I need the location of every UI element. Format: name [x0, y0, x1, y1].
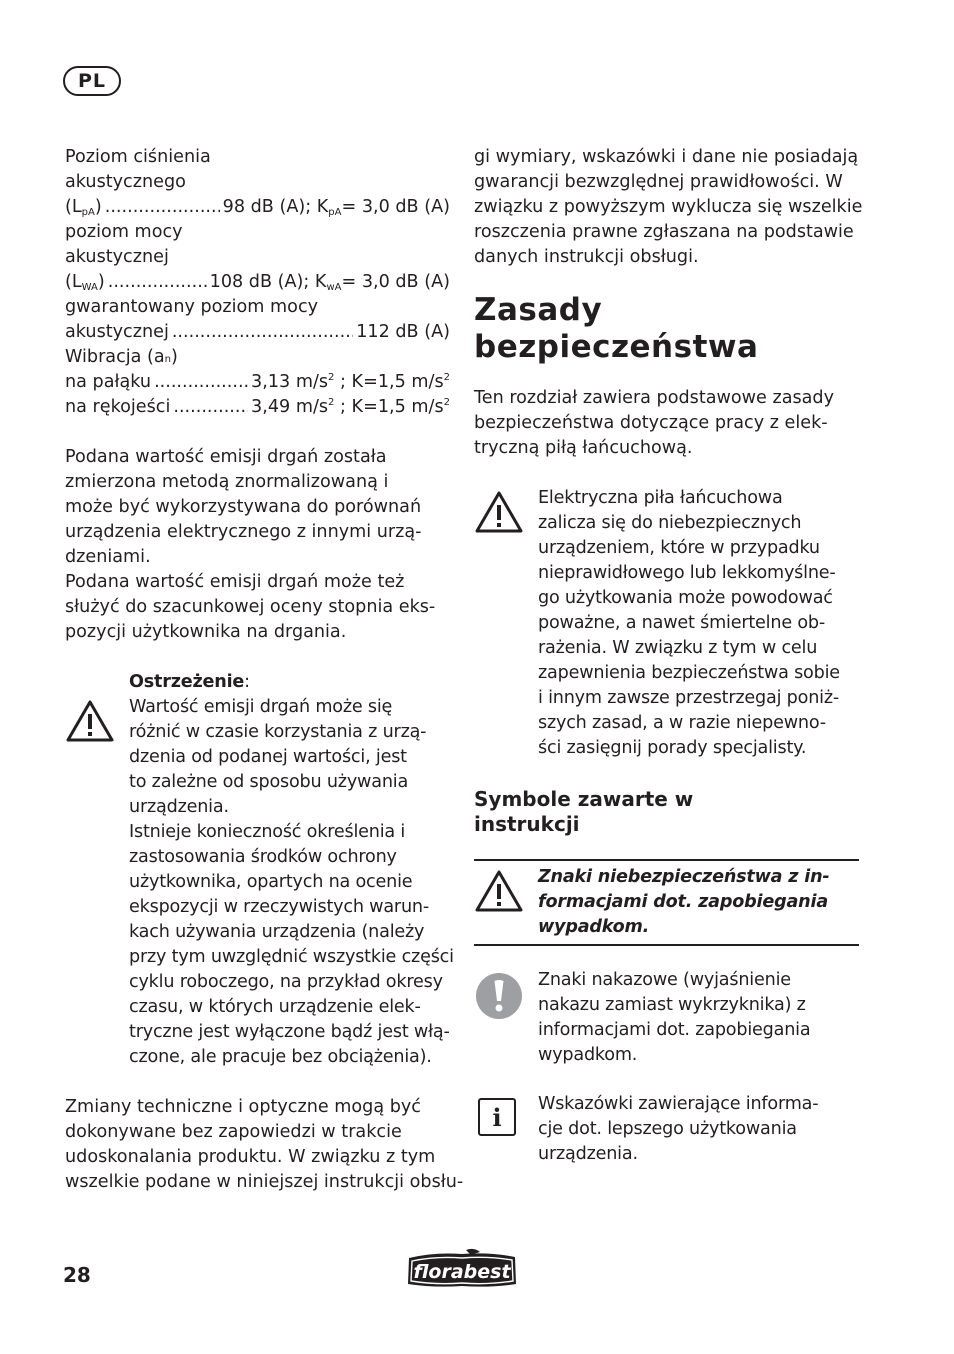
spec-row-vibration-handle: na rękojeści ..... 3,49 $m/s^2$ ; K=1,5 $m/s^2$ — [65, 395, 450, 420]
spec-label: gwarantowany poziom mocy — [65, 297, 319, 317]
warning-triangle-icon — [474, 490, 524, 534]
leader-dots — [108, 270, 207, 295]
technical-specs — [65, 145, 450, 420]
info-icon: i — [478, 1098, 516, 1136]
leader-dots — [154, 370, 248, 395]
warning-triangle-icon — [474, 869, 524, 913]
changes-paragraph: Zmiany techniczne i optyczne mogą być dokonywane bez zapowiedzi w trakcie udoskonalania produktu. W związku z tym wszelkie podane w niniejszej instrukcji obsłu- — [65, 1097, 464, 1192]
changes-paragraph-continued: gi wymiary, wskazówki i dane nie posiadają gwarancji bezwzględnej prawidłowości. W związku z powyższym wyklucza się wszelkie roszczenia prawne zgłaszana na podstawie danych instrukcji obsługi. — [474, 147, 863, 267]
leader-dots — [173, 395, 248, 420]
symbol-row-mandatory: Znaki nakazowe (wyjaśnienie nakazu zamiast wykrzyknika) z informacjami dot. zapobiegania wypadkom. — [474, 964, 859, 1072]
language-code: PL — [77, 70, 107, 92]
warning-title: Ostrzeżenie: — [129, 672, 250, 692]
spec-label: Poziom ciśnienia — [65, 147, 211, 167]
warning-triangle-icon — [65, 699, 115, 743]
brand-logo — [404, 1248, 520, 1294]
spec-label: akustycznego — [65, 172, 186, 192]
section-heading: Zasady bezpieczeństwa — [474, 292, 759, 365]
svg-text:florabest: florabest — [413, 1261, 511, 1283]
leader-dots — [105, 195, 220, 220]
mandatory-exclamation-icon — [476, 973, 522, 1019]
language-badge — [63, 66, 121, 96]
right-column — [474, 145, 863, 1171]
symbols-heading: Symbole zawarte w instrukcji — [474, 787, 694, 836]
page-number: 28 — [63, 1263, 91, 1287]
divider — [474, 944, 859, 946]
intro-paragraph: Ten rozdział zawiera podstawowe zasady bezpieczeństwa dotyczące pracy z elek- tryczną piłą łańcuchową. — [474, 388, 835, 458]
caution-block: Elektryczna piła łańcuchowa zalicza się do niebezpiecznych urządzeniem, które w przypadku nieprawidłowego lub lekkomyślne- go użytkowania może powodować poważne, a nawet śmiertelne ob- rażenia. W związku z tym w celu zapewnienia bezpieczeństwa sobie i innym zawsze przestrzegaj poniż- szych zasad, a w razie niepewno- ści zasięgnij porady specjalisty. — [474, 486, 859, 761]
vibration-paragraph: Podana wartość emisji drgań została zmierzona metodą znormalizowaną i może być wykorzystywana do porównań urządzenia elektrycznego z innymi urzą- dzeniami. Podana wartość emisji drgań może też służyć do szacunkowej oceny stopnia eks- pozycji użytkownika na drgania. — [65, 447, 436, 642]
spec-label-vibration: Wibracja (a n ) — [65, 347, 178, 367]
spec-row-sound-pressure: $(L_{pA})$ ..... 98 dB (A); $K_{pA}= 3,0$ dB (A) — [65, 195, 450, 220]
spec-row-sound-power: $(L_{WA})$ ..... 108 dB (A); $K_{wA}= 3,0$ dB (A) — [65, 270, 450, 295]
spec-row-vibration-bow: na pałąku ..... 3,13 $m/s^2$ ; K=1,5 $m/s^2$ — [65, 370, 450, 395]
warning-block: Ostrzeżenie: Wartość emisji drgań może się różnić w czasie korzystania z urzą- dzenia od podanej wartości, jest to zależne od sposobu używania urządzenia. Istnieje konieczność określenia i zastosowania środków ochrony użytkownika, opartych na ocenie ekspozycji w rzeczywistych warun- kach używania urządzenia (należy przy tym uwzględnić wszystkie części cyklu roboczego, na przykład okresy czasu, w których urządzenie elek- tryczne jest wyłączone bądź jest włą- czone, ale pracuje bez obciążenia). — [65, 670, 450, 1070]
spec-label: poziom mocy — [65, 222, 183, 242]
spec-row-guaranteed-power: akustycznej ..... 112 dB (A) — [65, 320, 450, 345]
symbol-row-danger: Znaki niebezpieczeństwa z in- formacjami dot. zapobiegania wypadkom. — [474, 861, 859, 944]
leader-dots — [172, 320, 353, 345]
symbol-row-info: i Wskazówki zawierające informa- cje dot. lepszego użytkowania urządzenia. — [474, 1088, 859, 1171]
left-column — [65, 145, 464, 1195]
spec-label: akustycznej — [65, 247, 169, 267]
